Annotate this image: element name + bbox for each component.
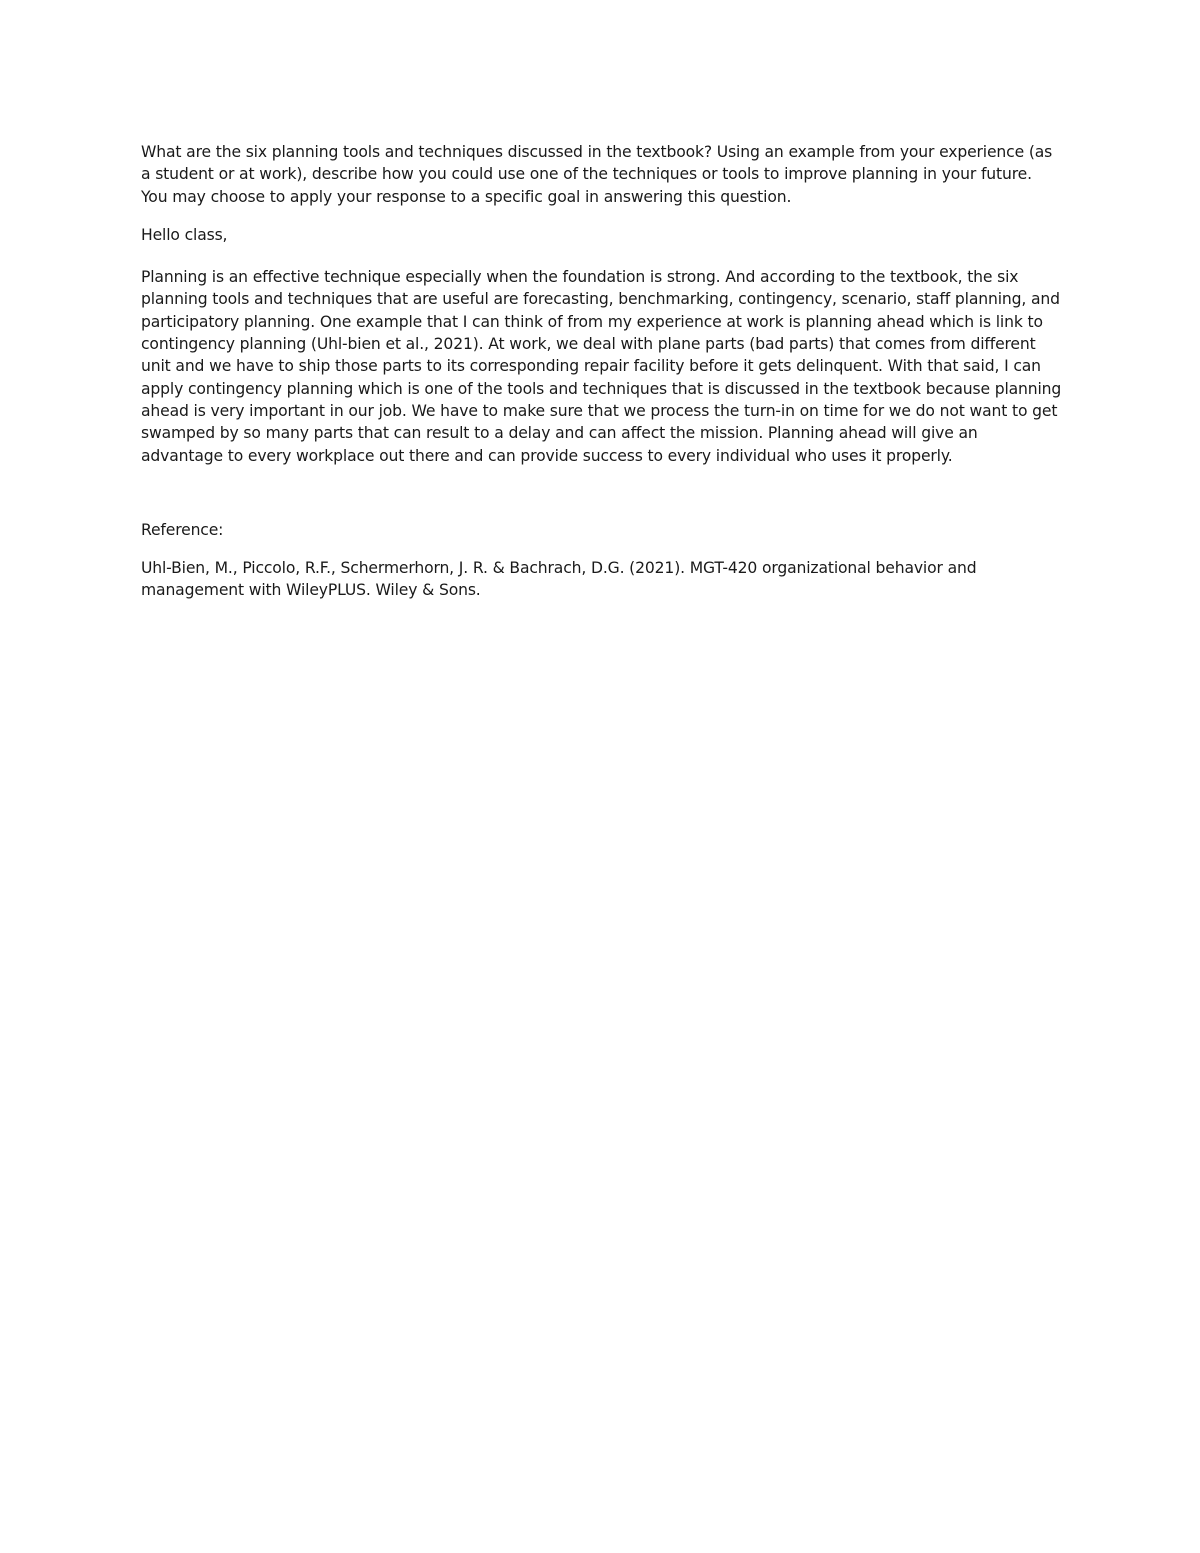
reference-entry: Uhl-Bien, M., Piccolo, R.F., Schermerhorn, J. R. & Bachrach, D.G. (2021). MGT-420 organizational behavior and management with WileyPLUS. Wiley & Sons. [141, 559, 977, 600]
reference-heading: Reference: [141, 520, 224, 539]
document-content [141, 141, 1063, 602]
response-paragraph: Planning is an effective technique especially when the foundation is strong. And according to the textbook, the six planning tools and techniques that are useful are forecasting, benchmarking, contingency, scenario, staff planning, and participatory planning. One example that I can think of from my experience at work is planning ahead which is link to contingency planning (Uhl-bien et al., 2021). At work, we deal with plane parts (bad parts) that comes from different unit and we have to ship those parts to its corresponding repair facility before it gets delinquent. With that said, I can apply contingency planning which is one of the tools and techniques that is discussed in the textbook because planning ahead is very important in our job. We have to make sure that we process the turn-in on time for we do not want to get swamped by so many parts that can result to a delay and can affect the mission. Planning ahead will give an advantage to every workplace out there and can provide success to every individual who uses it properly. [141, 268, 1062, 465]
greeting: Hello class, [141, 225, 228, 244]
discussion-prompt: What are the six planning tools and techniques discussed in the textbook? Using an example from your experience (as a student or at work), describe how you could use one of the techniques or tools to improve planning in your future. You may choose to apply your response to a specific goal in answering this question. [141, 143, 1053, 206]
